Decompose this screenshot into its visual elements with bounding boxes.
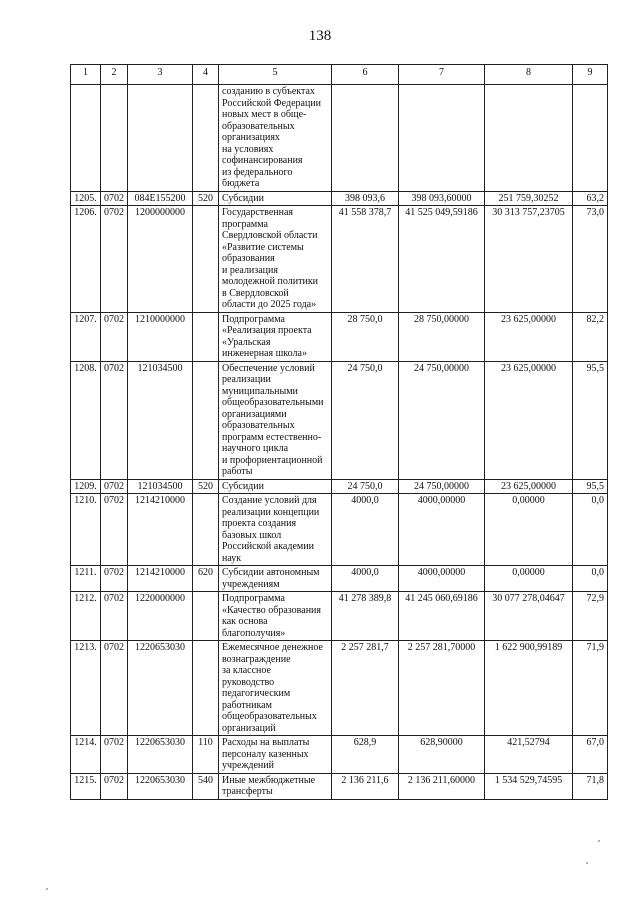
plan-amount: 41 558 378,7 — [332, 206, 399, 313]
row-number: 1209. — [71, 479, 101, 494]
plan-amount: 4000,0 — [332, 494, 399, 566]
executed-amount: 23 625,00000 — [485, 361, 573, 479]
page-number: 138 — [308, 28, 332, 44]
item-name: Подпрограмма «Реализация проекта «Уральская инженерная школа» — [219, 312, 332, 361]
execution-percent: 0,0 — [573, 494, 608, 566]
adjusted-amount: 4000,00000 — [399, 494, 485, 566]
target-item-code: 1210000000 — [128, 312, 193, 361]
item-name: Создание условий для реализации концепции проекта создания базовых школ Российской академии наук — [219, 494, 332, 566]
execution-percent: 71,9 — [573, 641, 608, 736]
adjusted-amount: 24 750,00000 — [399, 361, 485, 479]
execution-percent — [573, 85, 608, 192]
plan-amount — [332, 85, 399, 192]
item-name: Расходы на выплаты персоналу казенных учреждений — [219, 736, 332, 774]
row-number: 1207. — [71, 312, 101, 361]
plan-amount: 628,9 — [332, 736, 399, 774]
target-item-code: 1220000000 — [128, 592, 193, 641]
section-code: 0702 — [101, 191, 128, 206]
row-number: 1205. — [71, 191, 101, 206]
section-code: 0702 — [101, 566, 128, 592]
item-name: созданию в субъектах Российской Федерации новых мест в обще- образовательных организациях на условиях софинансирования из федерального бюджета — [219, 85, 332, 192]
item-name: Обеспечение условий реализации муниципальными общеобразовательными организациями образовательных программ естественно- научного цикла и профориентационной работы — [219, 361, 332, 479]
table-row — [71, 592, 608, 641]
plan-amount: 2 257 281,7 — [332, 641, 399, 736]
column-header-adjusted-plan: 7 — [399, 65, 485, 85]
executed-amount: 30 313 757,23705 — [485, 206, 573, 313]
executed-amount: 30 077 278,04647 — [485, 592, 573, 641]
plan-amount: 24 750,0 — [332, 361, 399, 479]
column-header-target-item: 3 — [128, 65, 193, 85]
header-row — [71, 65, 608, 85]
table-row — [71, 566, 608, 592]
plan-amount: 2 136 211,6 — [332, 773, 399, 799]
table-row — [71, 479, 608, 494]
table-row — [71, 736, 608, 774]
row-number: 1211. — [71, 566, 101, 592]
plan-amount: 398 093,6 — [332, 191, 399, 206]
executed-amount: 421,52794 — [485, 736, 573, 774]
row-number: 1215. — [71, 773, 101, 799]
execution-percent: 0,0 — [573, 566, 608, 592]
section-code: 0702 — [101, 479, 128, 494]
section-code: 0702 — [101, 773, 128, 799]
table-row — [71, 361, 608, 479]
section-code: 0702 — [101, 206, 128, 313]
target-item-code: 1200000000 — [128, 206, 193, 313]
expense-type-code — [193, 85, 219, 192]
target-item-code: 1214210000 — [128, 494, 193, 566]
row-number: 1206. — [71, 206, 101, 313]
item-name: Субсидии автономным учреждениям — [219, 566, 332, 592]
item-name: Государственная программа Свердловской области «Развитие системы образования и реализация молодежной политики в Свердловской области до 2025 года» — [219, 206, 332, 313]
scan-speck — [598, 840, 600, 842]
execution-percent: 72,9 — [573, 592, 608, 641]
target-item-code: 121034500 — [128, 361, 193, 479]
adjusted-amount: 628,90000 — [399, 736, 485, 774]
execution-percent: 73,0 — [573, 206, 608, 313]
execution-percent: 82,2 — [573, 312, 608, 361]
table-row — [71, 494, 608, 566]
execution-percent: 63,2 — [573, 191, 608, 206]
target-item-code: 1220653030 — [128, 736, 193, 774]
expense-type-code: 620 — [193, 566, 219, 592]
item-name: Субсидии — [219, 191, 332, 206]
execution-percent: 71,8 — [573, 773, 608, 799]
execution-percent: 95,5 — [573, 361, 608, 479]
executed-amount: 0,00000 — [485, 566, 573, 592]
plan-amount: 4000,0 — [332, 566, 399, 592]
section-code: 0702 — [101, 592, 128, 641]
scan-speck — [586, 862, 588, 864]
target-item-code: 084E155200 — [128, 191, 193, 206]
expense-type-code — [193, 206, 219, 313]
target-item-code — [128, 85, 193, 192]
section-code — [101, 85, 128, 192]
section-code: 0702 — [101, 361, 128, 479]
item-name: Субсидии — [219, 479, 332, 494]
adjusted-amount: 24 750,00000 — [399, 479, 485, 494]
expense-type-code — [193, 641, 219, 736]
expense-type-code: 520 — [193, 479, 219, 494]
executed-amount: 23 625,00000 — [485, 312, 573, 361]
expense-type-code — [193, 361, 219, 479]
target-item-code: 1220653030 — [128, 773, 193, 799]
expense-type-code — [193, 494, 219, 566]
column-header-name: 5 — [219, 65, 332, 85]
executed-amount: 251 759,30252 — [485, 191, 573, 206]
expense-type-code: 110 — [193, 736, 219, 774]
column-header-section: 2 — [101, 65, 128, 85]
table-row — [71, 191, 608, 206]
target-item-code: 1220653030 — [128, 641, 193, 736]
column-header-plan: 6 — [332, 65, 399, 85]
section-code: 0702 — [101, 736, 128, 774]
row-number: 1208. — [71, 361, 101, 479]
adjusted-amount: 2 257 281,70000 — [399, 641, 485, 736]
adjusted-amount: 4000,00000 — [399, 566, 485, 592]
row-number: 1210. — [71, 494, 101, 566]
budget-table — [70, 64, 608, 800]
table-row — [71, 641, 608, 736]
expense-type-code: 540 — [193, 773, 219, 799]
adjusted-amount — [399, 85, 485, 192]
executed-amount — [485, 85, 573, 192]
execution-percent: 67,0 — [573, 736, 608, 774]
adjusted-amount: 28 750,00000 — [399, 312, 485, 361]
executed-amount: 23 625,00000 — [485, 479, 573, 494]
table-row — [71, 85, 608, 192]
item-name: Подпрограмма «Качество образования как основа благополучия» — [219, 592, 332, 641]
row-number: 1214. — [71, 736, 101, 774]
column-header-executed: 8 — [485, 65, 573, 85]
adjusted-amount: 398 093,60000 — [399, 191, 485, 206]
scan-speck — [46, 888, 48, 890]
expense-type-code — [193, 592, 219, 641]
expense-type-code: 520 — [193, 191, 219, 206]
item-name: Ежемесячное денежное вознаграждение за классное руководство педагогическим работникам общеобразовательных организаций — [219, 641, 332, 736]
column-header-percent: 9 — [573, 65, 608, 85]
executed-amount: 1 534 529,74595 — [485, 773, 573, 799]
plan-amount: 28 750,0 — [332, 312, 399, 361]
table-row — [71, 773, 608, 799]
section-code: 0702 — [101, 641, 128, 736]
row-number: 1212. — [71, 592, 101, 641]
row-number: 1213. — [71, 641, 101, 736]
execution-percent: 95,5 — [573, 479, 608, 494]
expense-type-code — [193, 312, 219, 361]
adjusted-amount: 41 525 049,59186 — [399, 206, 485, 313]
column-header-expense-type: 4 — [193, 65, 219, 85]
executed-amount: 1 622 900,99189 — [485, 641, 573, 736]
plan-amount: 41 278 389,8 — [332, 592, 399, 641]
adjusted-amount: 41 245 060,69186 — [399, 592, 485, 641]
target-item-code: 1214210000 — [128, 566, 193, 592]
column-header-row-number: 1 — [71, 65, 101, 85]
row-number — [71, 85, 101, 192]
plan-amount: 24 750,0 — [332, 479, 399, 494]
target-item-code: 121034500 — [128, 479, 193, 494]
item-name: Иные межбюджетные трансферты — [219, 773, 332, 799]
section-code: 0702 — [101, 494, 128, 566]
table-row — [71, 312, 608, 361]
section-code: 0702 — [101, 312, 128, 361]
table-row — [71, 206, 608, 313]
executed-amount: 0,00000 — [485, 494, 573, 566]
adjusted-amount: 2 136 211,60000 — [399, 773, 485, 799]
